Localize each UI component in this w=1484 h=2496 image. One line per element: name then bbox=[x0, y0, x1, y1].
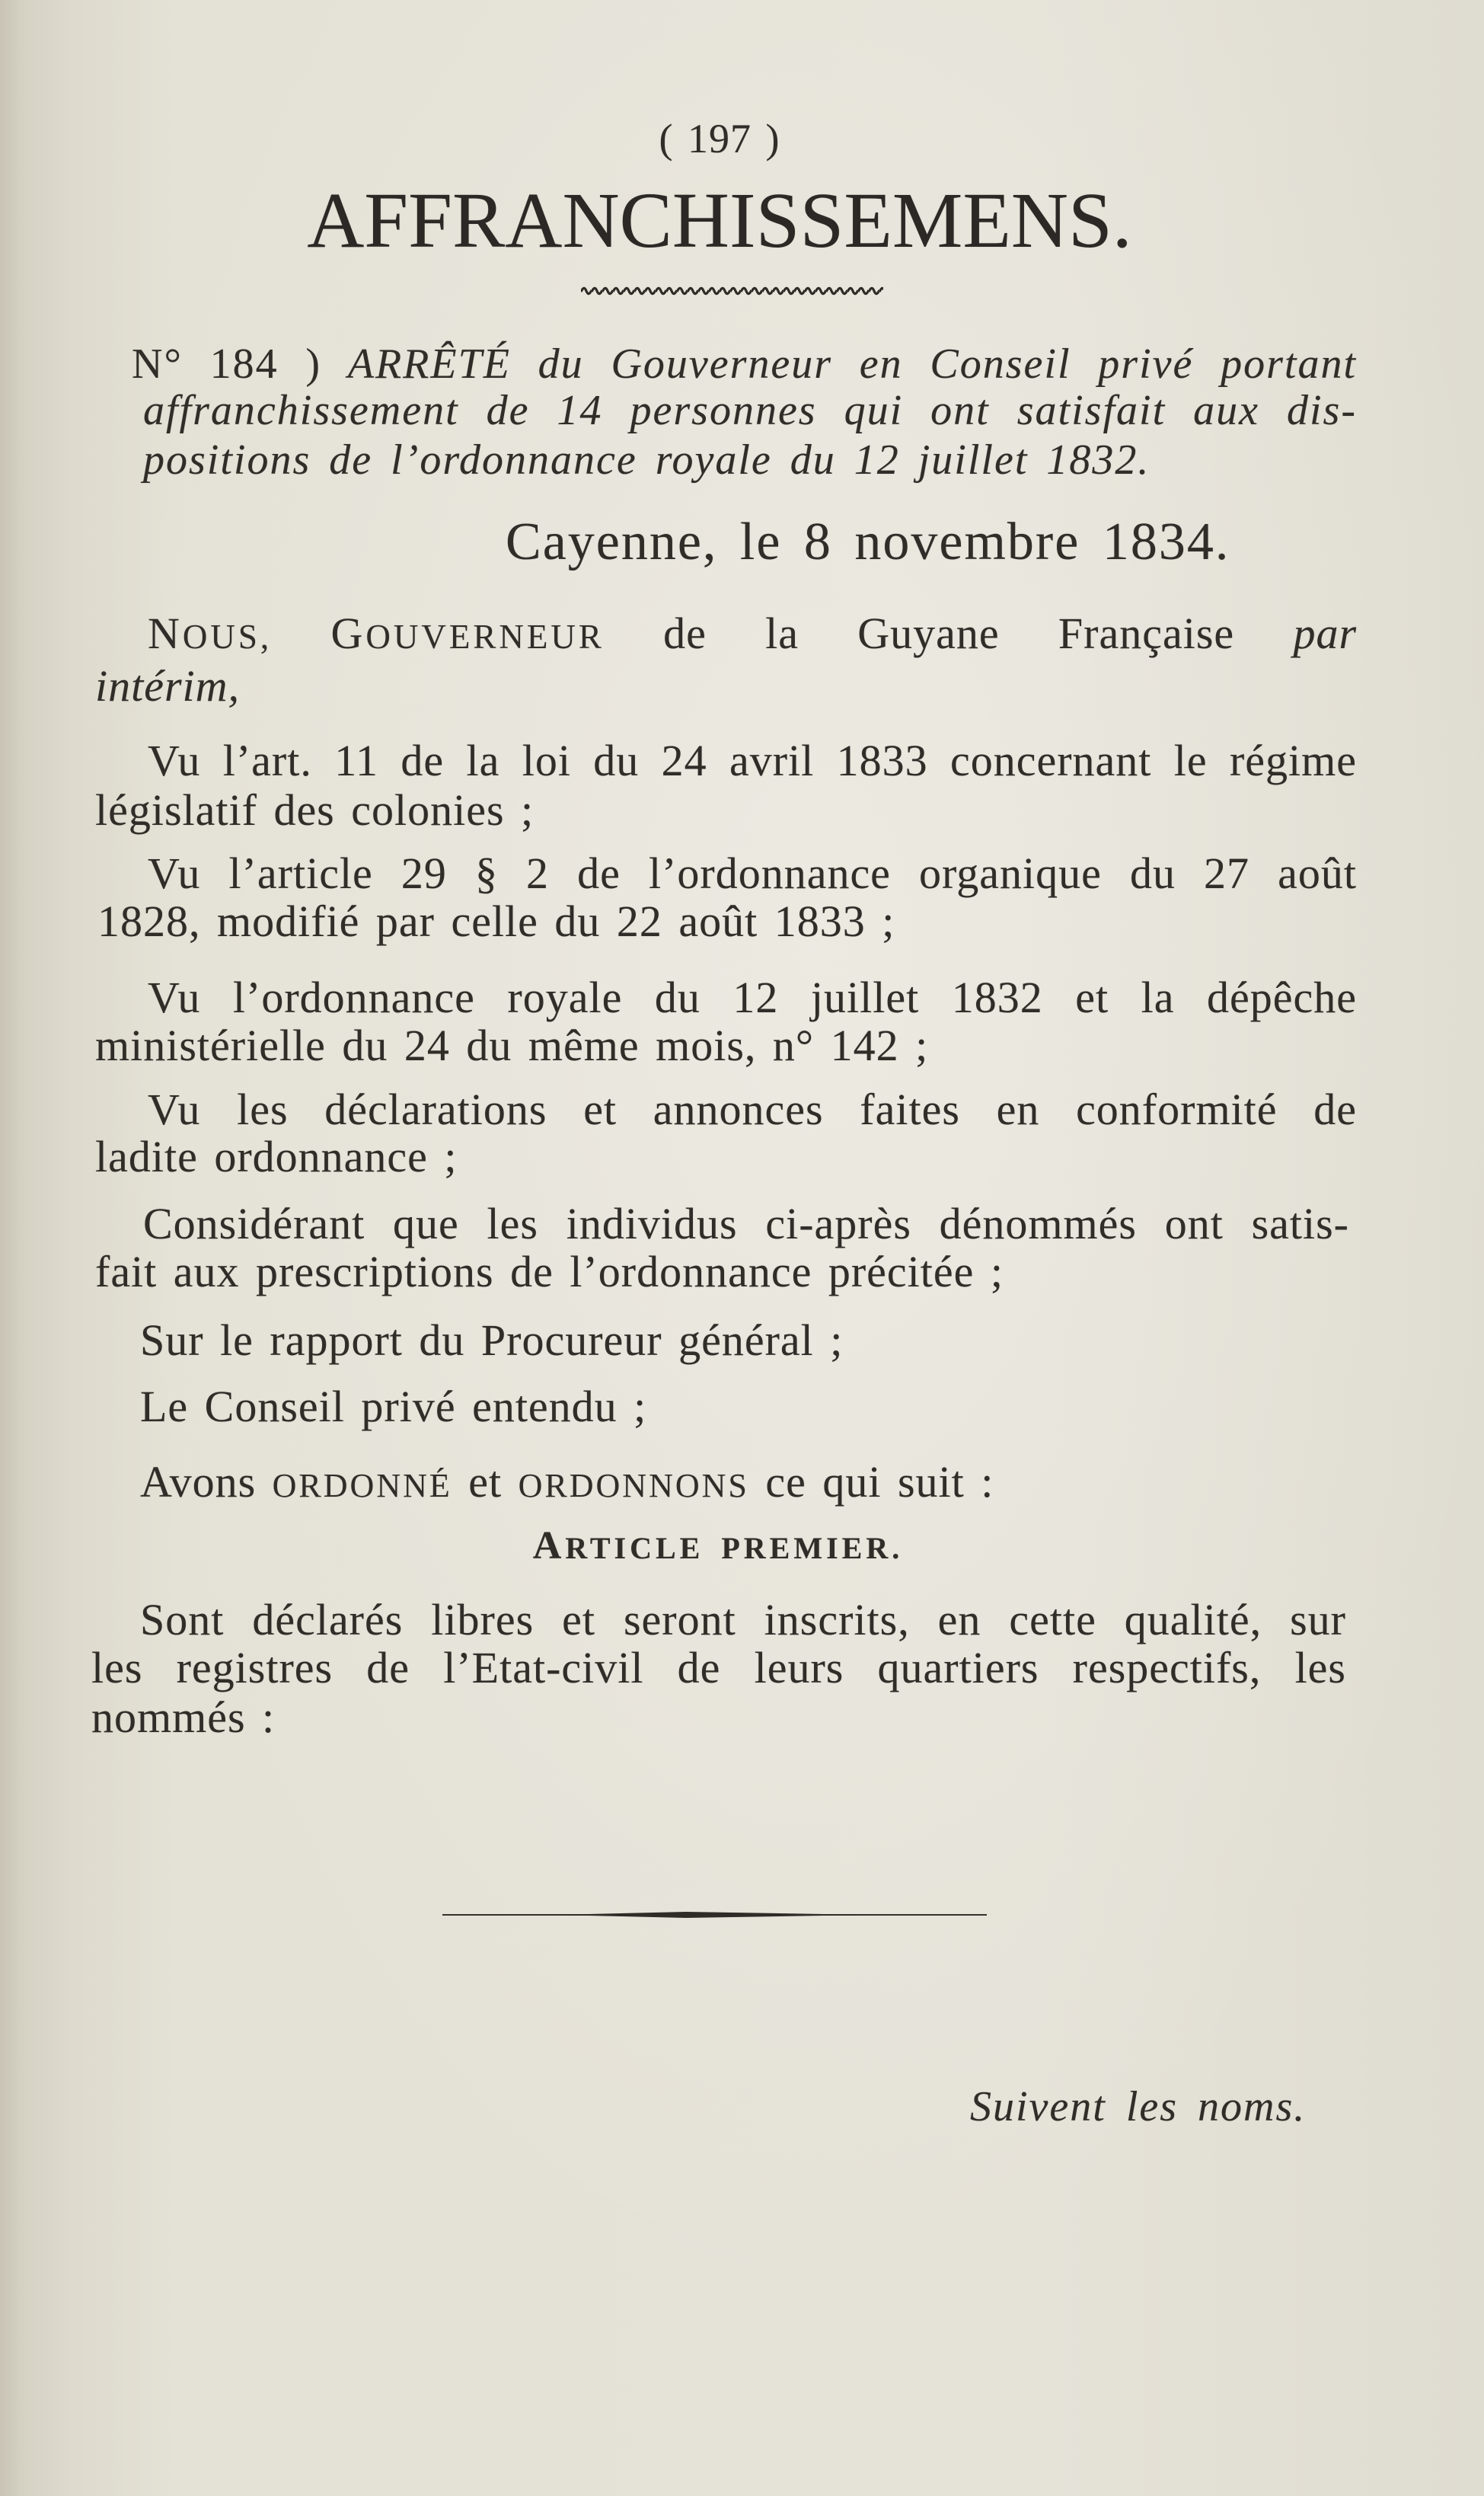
preamble-interim: intérim, bbox=[95, 661, 241, 711]
footer-note: Suivent les noms. bbox=[970, 2083, 1307, 2130]
preamble-par: par bbox=[1293, 609, 1358, 658]
enacting-ordonnons: ORDONNONS bbox=[518, 1467, 749, 1504]
enacting-clause bbox=[140, 1456, 994, 1509]
article-line: les registres de l’Etat-civil de leurs quartiers respectifs, les bbox=[91, 1643, 1346, 1692]
page-number: ( 197 ) bbox=[659, 116, 780, 161]
article-heading: ARTICLE PREMIER. bbox=[532, 1524, 904, 1568]
decree-heading-line: affranchissement de 14 personnes qui ont satisfait aux dis- bbox=[143, 387, 1357, 434]
consideration-line: 1828, modifié par celle du 22 août 1833 ; bbox=[97, 896, 895, 946]
article-heading-line bbox=[533, 1517, 903, 1571]
enacting-rest: ce qui suit : bbox=[765, 1457, 994, 1507]
enacting-ordonne: ORDONNÉ bbox=[272, 1467, 452, 1504]
preamble-middle: de la Guyane Française bbox=[663, 609, 1235, 658]
consideration-line: Vu l’ordonnance royale du 12 juillet 1832 et la dépêche bbox=[148, 973, 1357, 1022]
consideration-line: législatif des colonies ; bbox=[95, 785, 535, 835]
consideration-line: Vu les déclarations et annonces faites en conformité de bbox=[148, 1085, 1357, 1134]
decree-heading-text: ARRÊTÉ du Gouverneur en Conseil privé portant bbox=[347, 340, 1357, 388]
enacting-et: et bbox=[468, 1457, 503, 1507]
dateline: Cayenne, le 8 novembre 1834. bbox=[506, 513, 1230, 571]
preamble-nous: NOUS, bbox=[148, 609, 273, 658]
horizontal-rule bbox=[442, 1910, 987, 1920]
article-line: Sont déclarés libres et seront inscrits, en cette qualité, sur bbox=[140, 1595, 1346, 1644]
decree-number: N° 184 ) bbox=[132, 340, 321, 388]
preamble-line bbox=[148, 607, 1357, 660]
consideration-line: Considérant que les individus ci-après dénommés ont satis- bbox=[143, 1199, 1349, 1248]
consideration-line: Vu l’article 29 § 2 de l’ordonnance organique du 27 août bbox=[148, 849, 1357, 898]
enacting-avons: Avons bbox=[140, 1457, 257, 1507]
preamble-gouverneur: GOUVERNEUR bbox=[330, 609, 605, 658]
article-line: nommés : bbox=[91, 1692, 276, 1742]
ornament-divider bbox=[581, 285, 883, 297]
consideration-line: ministérielle du 24 du même mois, n° 142 ; bbox=[95, 1021, 929, 1070]
decree-heading-line bbox=[132, 339, 1357, 390]
section-title: AFFRANCHISSEMENS. bbox=[307, 177, 1132, 264]
consideration-line: Vu l’art. 11 de la loi du 24 avril 1833 concernant le régime bbox=[148, 736, 1357, 785]
consideration-line: ladite ordonnance ; bbox=[95, 1132, 458, 1181]
consideration-line: Le Conseil privé entendu ; bbox=[140, 1382, 647, 1431]
decree-heading-line: positions de l’ordonnance royale du 12 juillet 1832. bbox=[143, 436, 1150, 484]
consideration-line: fait aux prescriptions de l’ordonnance précitée ; bbox=[95, 1247, 1004, 1296]
consideration-line: Sur le rapport du Procureur général ; bbox=[140, 1315, 844, 1365]
